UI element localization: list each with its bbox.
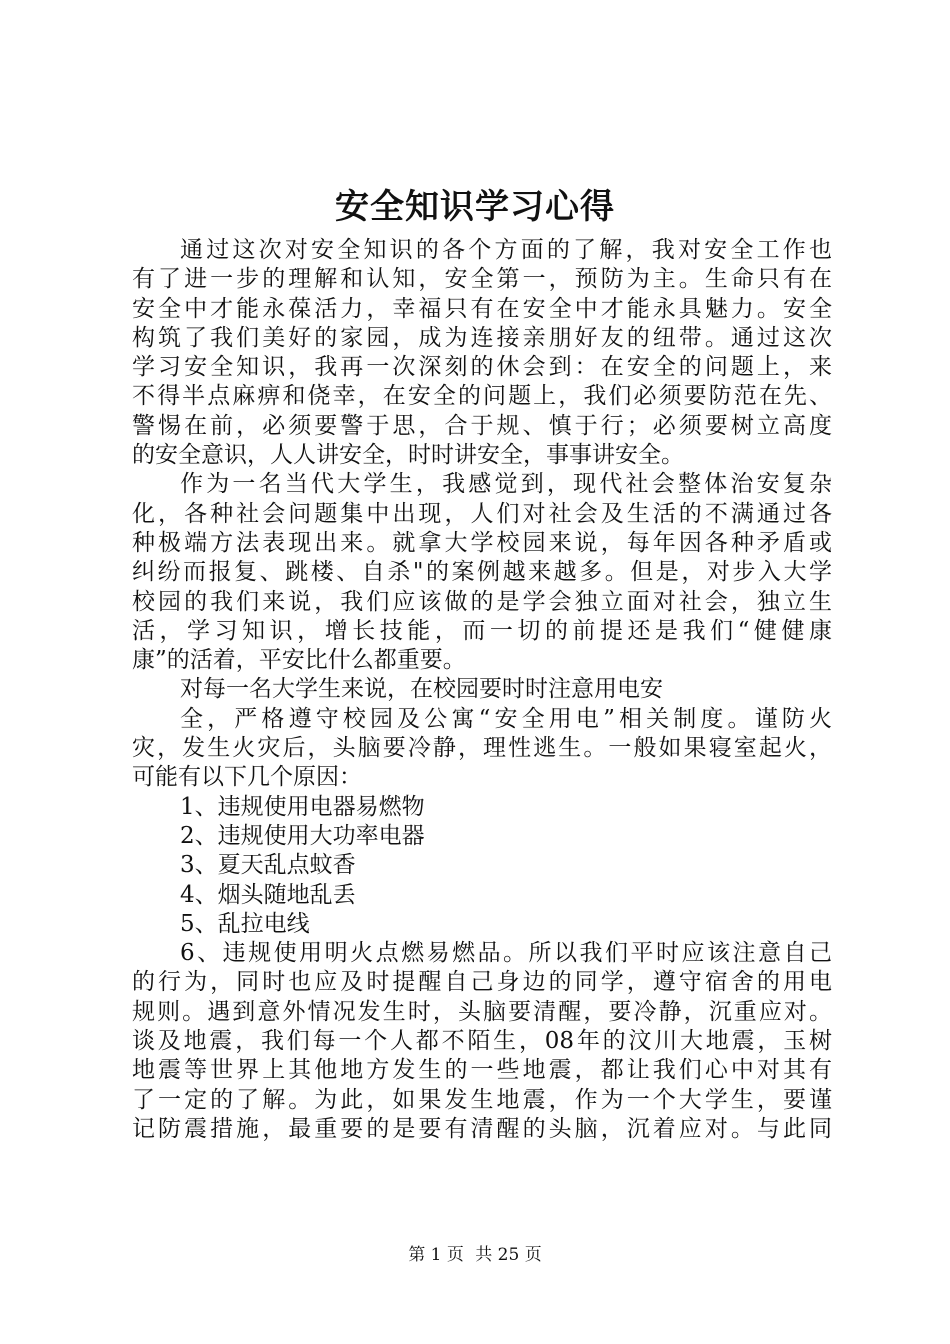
text-line: 了一定的了解。为此，如果发生地震，作为一个大学生，要谨 — [132, 1086, 832, 1113]
page-total: 共 25 页 — [475, 1245, 542, 1265]
list-item: 3、夏天乱点蚊香 — [180, 852, 356, 879]
list-item: 4、烟头随地乱丢 — [180, 881, 356, 908]
list-item: 5、乱拉电线 — [180, 910, 310, 937]
text-line: 纠纷而报复、跳楼、自杀"的案例越来越多。但是，对步入大学 — [132, 559, 832, 586]
text-line: 通过这次对安全知识的各个方面的了解，我对安全工作也 — [180, 237, 832, 263]
text-line: 康”的活着，平安比什么都重要。 — [132, 647, 466, 674]
text-line: 不得半点麻痹和侥幸，在安全的问题上，我们必须要防范在先、 — [132, 383, 832, 410]
text-line: 记防震措施，最重要的是要有清醒的头脑，沉着应对。与此同 — [132, 1115, 832, 1142]
text-line: 警惕在前，必须要警于思，合于规、慎于行；必须要树立高度 — [132, 412, 832, 439]
text-line: 6、违规使用明火点燃易燃品。所以我们平时应该注意自己 — [180, 940, 832, 967]
text-line: 全，严格遵守校园及公寓“安全用电”相关制度。谨防火 — [180, 705, 832, 732]
text-line: 作为一名当代大学生，我感觉到，现代社会整体治安复杂 — [180, 471, 832, 498]
text-line: 地震等世界上其他地方发生的一些地震，都让我们心中对其有 — [132, 1057, 832, 1084]
text-line: 规则。遇到意外情况发生时，头脑要清醒，要冷静，沉重应对。 — [132, 998, 832, 1025]
text-line: 有了进一步的理解和认知，安全第一，预防为主。生命只有在 — [132, 266, 832, 293]
text-line: 种极端方法表现出来。就拿大学校园来说，每年因各种矛盾或 — [132, 529, 832, 556]
text-line: 的安全意识，人人讲安全，时时讲安全，事事讲安全。 — [132, 442, 684, 469]
text-line: 化，各种社会问题集中出现，人们对社会及生活的不满通过各 — [132, 500, 832, 527]
text-line: 活，学习知识，增长技能，而一切的前提还是我们“健健康 — [132, 617, 832, 644]
document-body — [132, 236, 832, 1144]
text-line: 安全中才能永葆活力，幸福只有在安全中才能永具魅力。安全 — [132, 295, 832, 322]
page-number: 第 1 页 — [408, 1245, 464, 1265]
page-footer — [0, 1243, 950, 1267]
text-line: 校园的我们来说，我们应该做的是学会独立面对社会，独立生 — [132, 588, 832, 615]
text-line: 学习安全知识，我再一次深刻的休会到：在安全的问题上，来 — [132, 354, 832, 381]
text-line: 可能有以下几个原因： — [132, 764, 362, 791]
list-item: 1、违规使用电器易燃物 — [180, 793, 425, 820]
text-line: 对每一名大学生来说，在校园要时时注意用电安 — [180, 676, 663, 703]
text-line: 构筑了我们美好的家园，成为连接亲朋好友的纽带。通过这次 — [132, 324, 832, 351]
text-line: 灾，发生火灾后，头脑要冷静，理性逃生。一般如果寝室起火， — [132, 735, 832, 762]
text-line: 谈及地震，我们每一个人都不陌生，08年的汶川大地震，玉树 — [132, 1028, 832, 1055]
text-line: 的行为，同时也应及时提醒自己身边的同学，遵守宿舍的用电 — [132, 969, 832, 996]
list-item: 2、违规使用大功率电器 — [180, 822, 425, 849]
document-title: 安全知识学习心得 — [335, 187, 615, 227]
